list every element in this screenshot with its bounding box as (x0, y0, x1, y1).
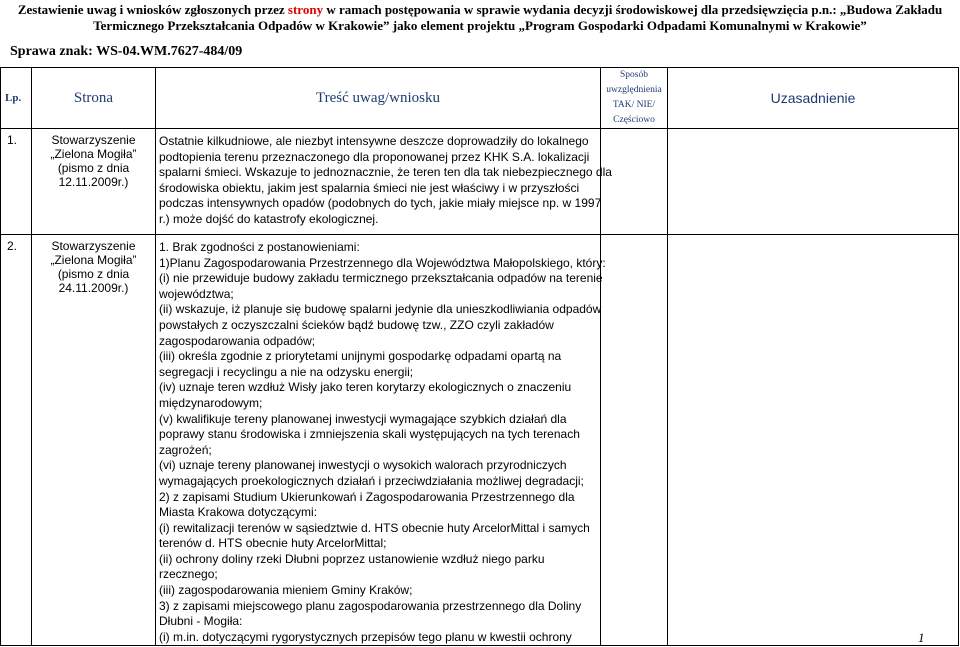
header-line-1 (0, 2, 960, 18)
row-strona: Stowarzyszenie „Zielona Mogiła” (pismo z dnia 24.11.2009r.) (32, 235, 156, 646)
row-strona: Stowarzyszenie „Zielona Mogiła” (pismo z dnia 12.11.2009r.) (32, 129, 156, 235)
row-sposob (601, 129, 668, 235)
table-row (1, 129, 959, 235)
row-tresc: Ostatnie kilkudniowe, ale niezbyt intensywne deszcze doprowadziły do lokalnego podtopienia terenu przeznaczonego dla proponowanej przez KHK S.A. lokalizacji spalarni śmieci. Wskazuje to jednoznacznie, że teren ten dla tak niebezpiecznego dla środowiska obiektu, jakim jest spalarnia śmieci nie jest właściwy i w przyszłości podczas intensywnych opadów (podobnych do tych, jakie miały miejsce np. w 1997 r.) może dojść do katastrofy ekologicznej. (156, 129, 601, 235)
page-number: 1 (918, 630, 925, 645)
row-lp: 2. (1, 235, 32, 646)
row-lp: 1. (1, 129, 32, 235)
col-lp: Lp. (1, 68, 32, 129)
col-tresc: Treść uwag/wniosku (156, 68, 601, 129)
col-uzasadnienie: Uzasadnienie (668, 68, 959, 129)
header-text-b: w ramach postępowania w sprawie wydania decyzji środowiskowej dla przedsięwzięcia p.n.: „Budowa Zakładu (326, 2, 943, 17)
col-sposob: Sposób uwzględnienia TAK/ NIE/ Częściowo (601, 68, 668, 129)
table-row (1, 235, 959, 646)
table-header-row (1, 68, 959, 129)
row-uzasadnienie (668, 129, 959, 235)
document-header (0, 2, 960, 34)
case-number: Sprawa znak: WS-04.WM.7627-484/09 (10, 44, 243, 59)
row-sposob (601, 235, 668, 646)
row-tresc: 1. Brak zgodności z postanowieniami: 1)Planu Zagospodarowania Przestrzennego dla Województwa Małopolskiego, który: (i) nie przewiduje budowy zakładu termicznego przekształcania odpadów na terenie województwa; (ii) wskazuje, iż planuje się budowę spalarni jedynie dla unieszkodliwiania odpadów powstałych z oczyszczalni ścieków bądź budowę tzw., ZZO czyli zakładów zagospodarowania odpadów; (iii) określa zgodnie z priorytetami unijnymi gospodarkę odpadami opartą na segregacji i recyclingu a nie na odzysku energii; (iv) uznaje teren wzdłuż Wisły jako teren korytarzy ekologicznych o znaczeniu międzynarodowym; (v) kwalifikuje tereny planowanej inwestycji wymagające szybkich działań dla poprawy stanu środowiska i zmniejszenia skali występujących na tych terenach zagrożeń; (vi) uznaje tereny planowanej inwestycji o wysokich walorach przyrodniczych wymagających proekologicznych działań i przeciwdziałania możliwej degradacji; 2) z zapisami Studium Ukierunkowań i Zagospodarowania Przestrzennego dla Miasta Krakowa dotyczącymi: (i) rewitalizacji terenów w sąsiedztwie d. HTS obecnie huty ArcelorMittal i samych terenów d. HTS obecnie huty ArcelorMittal; (ii) ochrony doliny rzeki Dłubni poprzez ustanowienie wzdłuż niego parku rzecznego; (iii) zagospodarowania mieniem Gminy Kraków; 3) z zapisami miejscowego planu zagospodarowania przestrzennego dla Doliny Dłubni - Mogiła: (i) m.in. dotyczącymi rygorystycznych przepisów tego planu w kwestii ochrony (156, 235, 601, 646)
row-uzasadnienie (668, 235, 959, 646)
col-strona: Strona (32, 68, 156, 129)
header-text-red: strony (287, 2, 324, 17)
remarks-table (0, 67, 959, 646)
header-line-2: Termicznego Przekształcania Odpadów w Krakowie” jako element projektu „Program Gospodarki Odpadami Komunalnymi w Krakowie” (93, 18, 867, 33)
header-text-a: Zestawienie uwag i wniosków zgłoszonych przez (17, 2, 285, 17)
